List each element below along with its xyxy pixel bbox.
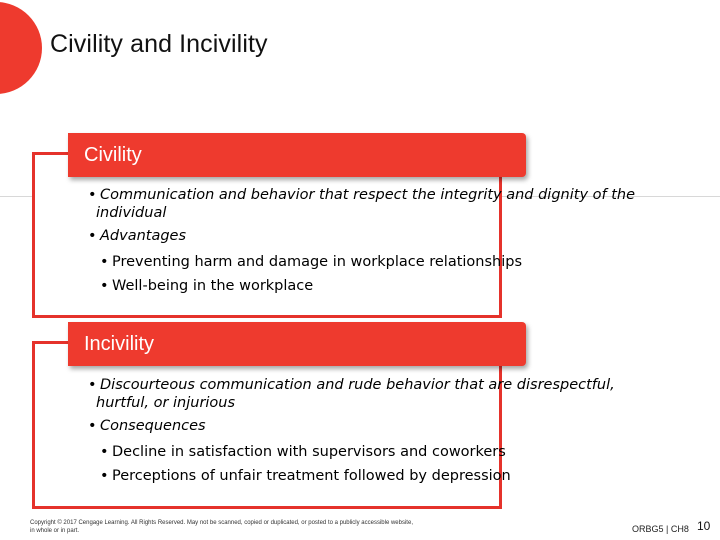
incivility-point-text: Discourteous communication and rude behavior that are disrespectful, hurtful, or injurious (96, 377, 615, 411)
bullet: • (88, 228, 97, 244)
civility-subpoint-text: Well-being in the workplace (112, 278, 314, 294)
civility-point-advantages (88, 227, 648, 245)
page-number: 10 (697, 519, 711, 533)
bullet: • (88, 187, 97, 203)
bullet: • (100, 278, 109, 294)
bullet: • (88, 418, 97, 434)
civility-heading: Civility (84, 144, 142, 166)
incivility-subpoint-perceptions (88, 464, 648, 488)
bullet: • (100, 254, 109, 270)
civility-heading-tab (68, 133, 526, 177)
civility-content (88, 186, 648, 298)
incivility-subpoint-text: Perceptions of unfair treatment followed by depression (112, 468, 511, 484)
incivility-subpoint-decline (88, 440, 648, 464)
decorative-red-circle (0, 2, 42, 94)
incivility-content (88, 376, 648, 488)
copyright-line-1: Copyright © 2017 Cengage Learning. All Rights Reserved. May not be scanned, copied or duplicated, or posted to a publicly accessible website, (30, 520, 413, 526)
incivility-point-text: Consequences (100, 418, 206, 434)
course-label: ORBG5 | CH8 (632, 524, 689, 534)
civility-point-definition (88, 186, 648, 222)
civility-subpoint-harm (88, 250, 648, 274)
copyright-line-2: in whole or in part. (30, 528, 80, 534)
incivility-heading: Incivility (84, 333, 155, 355)
incivility-heading-tab (68, 322, 526, 366)
incivility-subpoint-text: Decline in satisfaction with supervisors and coworkers (112, 444, 506, 460)
incivility-point-definition (88, 376, 648, 412)
civility-subpoint-text: Preventing harm and damage in workplace relationships (112, 254, 523, 270)
incivility-point-consequences (88, 417, 648, 435)
copyright-notice (30, 519, 590, 535)
bullet: • (100, 468, 109, 484)
slide-title: Civility and Incivility (50, 30, 268, 58)
civility-point-text: Advantages (100, 228, 187, 244)
bullet: • (100, 444, 109, 460)
civility-subpoint-wellbeing (88, 274, 648, 298)
bullet: • (88, 377, 97, 393)
civility-point-text: Communication and behavior that respect the integrity and dignity of the individual (96, 187, 636, 221)
